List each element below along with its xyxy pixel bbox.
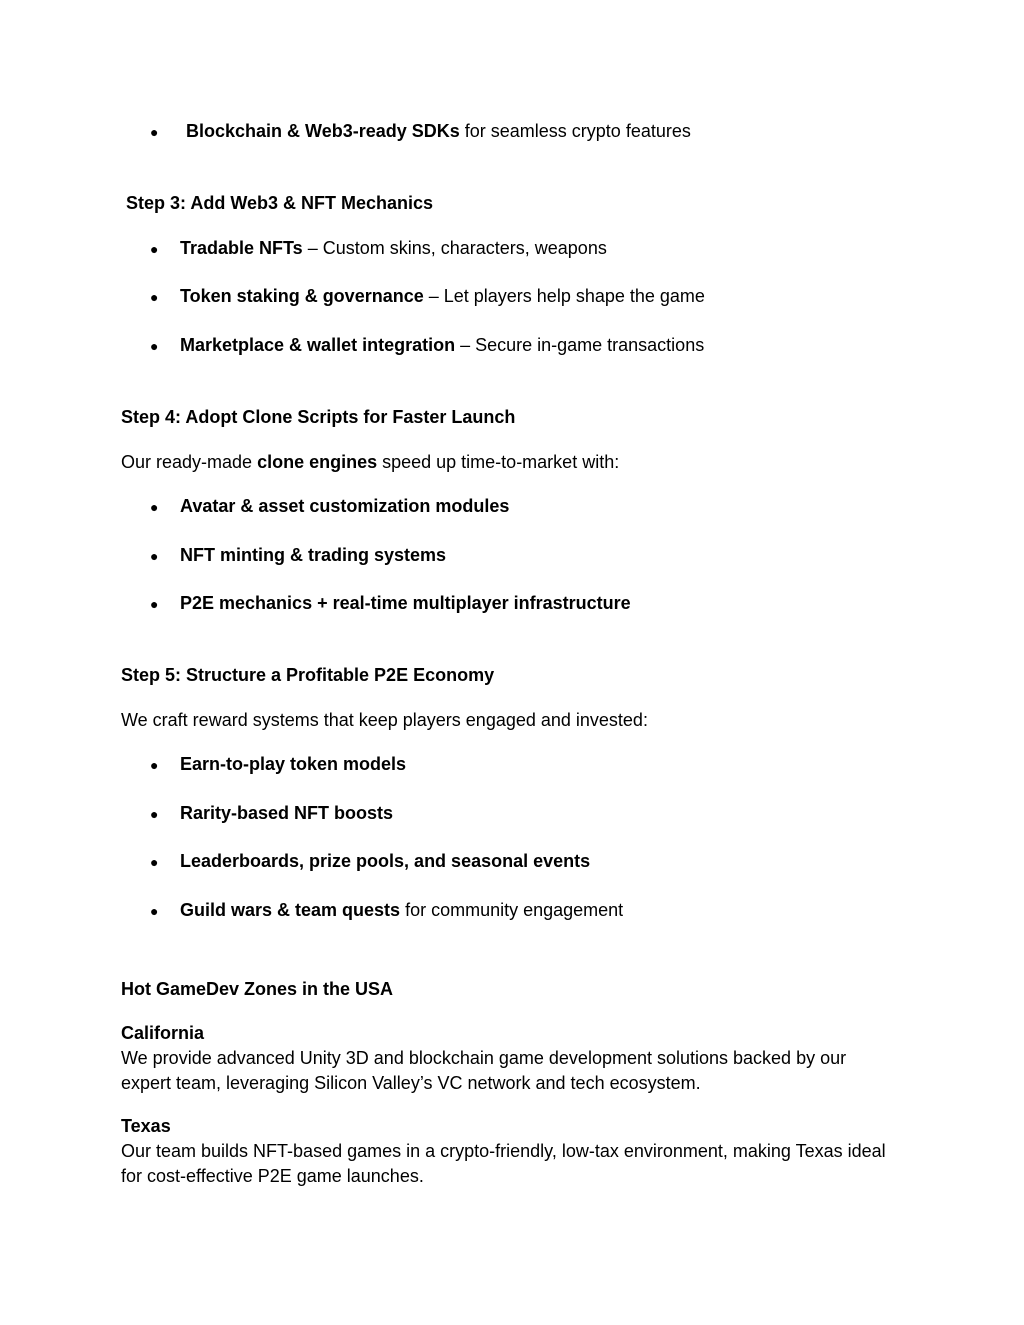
list-item-bold: Marketplace & wallet integration — [180, 335, 456, 355]
bullet-icon: ● — [150, 854, 159, 870]
step5-heading: Step 5: Structure a Profitable P2E Economy — [121, 665, 495, 685]
list-item-text: for seamless crypto features — [459, 121, 691, 141]
list-item-bold: Avatar & asset customization modules — [180, 496, 510, 516]
step5-intro: We craft reward systems that keep players engaged and invested: — [121, 710, 648, 730]
bullet-icon: ● — [150, 757, 159, 773]
list-item-text: for community engagement — [400, 900, 624, 920]
list-item-text: – Let players help shape the game — [423, 286, 705, 306]
bullet-icon: ● — [150, 289, 159, 305]
list-item — [150, 801, 393, 827]
texas-title: Texas — [121, 1116, 171, 1136]
step4-intro — [121, 450, 619, 475]
california-text: We provide advanced Unity 3D and blockchain game development solutions backed by our expert team, leveraging Silicon Valley’s VC network and tech ecosystem. — [121, 1048, 847, 1093]
california-section — [121, 1021, 891, 1096]
list-item — [150, 284, 705, 310]
texas-section — [121, 1114, 891, 1189]
list-item — [150, 119, 691, 145]
california-title: California — [121, 1023, 205, 1043]
list-item — [150, 494, 509, 520]
bullet-icon: ● — [150, 903, 159, 919]
bullet-icon: ● — [150, 241, 159, 257]
list-item — [150, 543, 446, 569]
list-item-text: – Secure in-game transactions — [455, 335, 705, 355]
list-item-bold: Guild wars & team quests — [180, 900, 401, 920]
step4-heading: Step 4: Adopt Clone Scripts for Faster Launch — [121, 407, 516, 427]
list-item-text: – Custom skins, characters, weapons — [302, 238, 607, 258]
list-item-bold: Leaderboards, prize pools, and seasonal events — [180, 851, 591, 871]
bullet-icon: ● — [150, 499, 159, 515]
list-item — [150, 849, 590, 875]
list-item — [150, 752, 406, 778]
list-item-bold: NFT minting & trading systems — [180, 545, 447, 565]
list-item-bold: Tradable NFTs — [180, 238, 303, 258]
bullet-icon: ● — [150, 124, 159, 140]
list-item-bold: Token staking & governance — [180, 286, 424, 306]
list-item — [150, 333, 704, 359]
list-item — [150, 236, 607, 262]
intro-text: Our ready-made — [121, 452, 258, 472]
list-item-bold: P2E mechanics + real-time multiplayer infrastructure — [180, 593, 631, 613]
zones-heading: Hot GameDev Zones in the USA — [121, 979, 394, 999]
intro-text: speed up time-to-market with: — [377, 452, 620, 472]
bullet-icon: ● — [150, 806, 159, 822]
step3-heading: Step 3: Add Web3 & NFT Mechanics — [126, 193, 434, 213]
list-item-bold: Earn-to-play token models — [180, 754, 407, 774]
bullet-icon: ● — [150, 548, 159, 564]
list-item — [150, 591, 631, 617]
intro-bold: clone engines — [257, 452, 378, 472]
list-item-bold: Rarity-based NFT boosts — [180, 803, 394, 823]
bullet-icon: ● — [150, 338, 159, 354]
list-item — [150, 898, 623, 924]
list-item-bold: Blockchain & Web3-ready SDKs — [186, 121, 460, 141]
texas-text: Our team builds NFT-based games in a crypto-friendly, low-tax environment, making Texas ideal for cost-effective P2E game launches. — [121, 1141, 886, 1186]
bullet-icon: ● — [150, 596, 159, 612]
